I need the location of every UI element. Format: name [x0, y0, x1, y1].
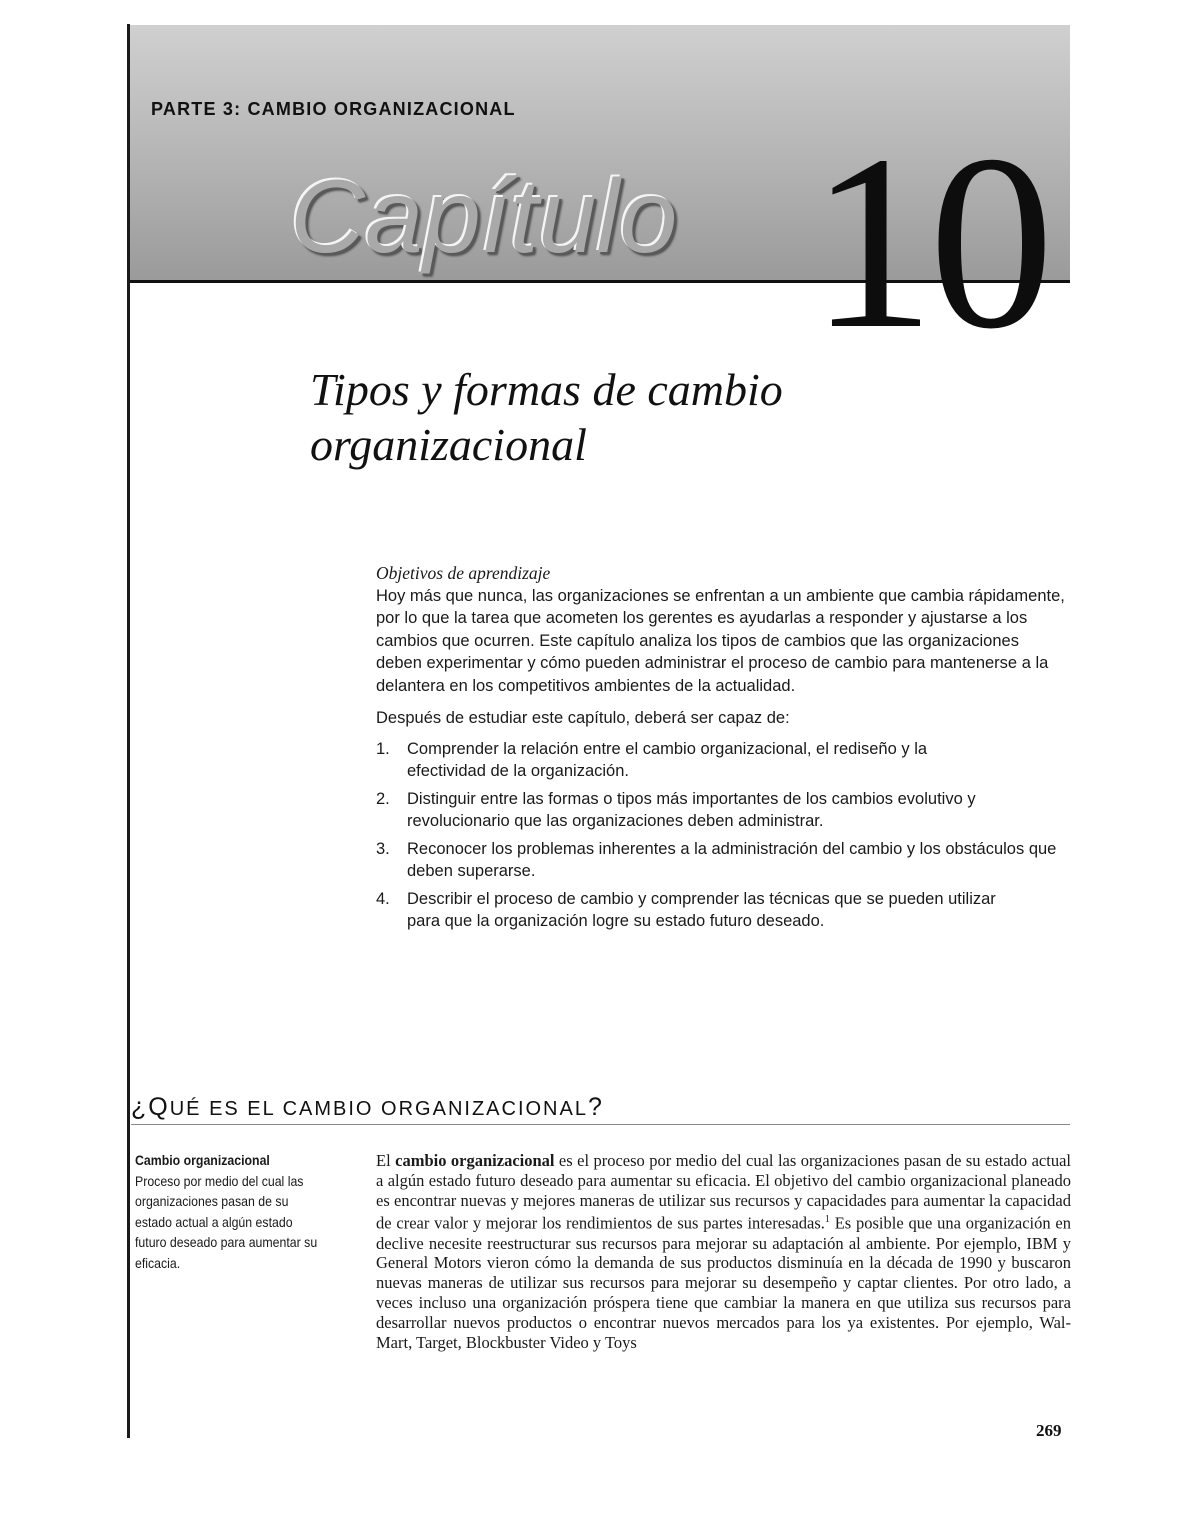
section-close-mark: ?	[587, 1093, 604, 1121]
section-heading-text: UÉ ES EL CAMBIO ORGANIZACIONAL	[169, 1098, 588, 1120]
learning-objectives	[376, 562, 1076, 938]
objective-text: Reconocer los problemas inherentes a la administración del cambio y los obstáculos que deben superarse.	[407, 839, 1057, 880]
section-open-mark: ¿	[131, 1093, 149, 1121]
objective-number: 3.	[376, 839, 390, 858]
objective-number: 2.	[376, 789, 390, 808]
chapter-title: Tipos y formas de cambio organizacional	[310, 364, 783, 470]
section-rule	[131, 1124, 1070, 1125]
body-key-term: cambio organizacional	[395, 1151, 555, 1170]
body-text-end: Es posible que una organización en declive necesite reestructurar sus recursos para mejorar su adaptación al ambiente. Por ejemplo, IBM y General Motors vieron cómo la demanda de sus productos disminuía en la década de 1990 y buscaron nuevas maneras de utilizar sus recursos para mejorar su desempeño y captar clientes. Por otro lado, a veces incluso una organización próspera tiene que cambiar la manera en que utiliza sus recursos para desarrollar nuevos productos o encontrar nuevos mercados para los ya existentes. Por ejemplo, Wal-Mart, Target, Blockbuster Video y Toys	[376, 1213, 1071, 1352]
objective-item	[376, 838, 1076, 883]
margin-term: Cambio organizacional	[135, 1152, 270, 1168]
objective-text: Distinguir entre las formas o tipos más importantes de los cambios evolutivo y revolucionario que las organizaciones deben administrar.	[407, 789, 976, 830]
objectives-list	[376, 738, 1076, 933]
section-heading	[131, 1093, 604, 1122]
page-number: 269	[1036, 1421, 1062, 1440]
objectives-intro: Hoy más que nunca, las organizaciones se enfrentan a un ambiente que cambia rápidamente, por lo que la tarea que acometen los gerentes es ayudarlas a responder y ajustarse a los cambios que ocurren. Este capítulo analiza los tipos de cambios que las organizaciones deben experimentar y cómo pueden administrar el proceso de cambio para mantenerse a la delantera en los competitivos ambientes de la actualidad.	[376, 586, 1065, 695]
objectives-heading: Objetivos de aprendizaje	[376, 563, 551, 583]
footnote-marker: 1	[824, 1214, 830, 1226]
margin-definition-text: Proceso por medio del cual las organizaciones pasan de su estado actual a algún estado futuro deseado para aumentar su eficacia.	[135, 1172, 318, 1271]
objective-text: Describir el proceso de cambio y comprender las técnicas que se pueden utilizar para que la organización logre su estado futuro deseado.	[407, 889, 996, 930]
objective-number: 4.	[376, 889, 390, 908]
objective-text: Comprender la relación entre el cambio organizacional, el rediseño y la efectividad de la organización.	[407, 739, 928, 780]
body-paragraph	[376, 1151, 1071, 1352]
body-text-start: El	[376, 1151, 396, 1170]
objective-item	[376, 888, 1076, 933]
objective-item	[376, 788, 1076, 833]
objectives-lead-in: Después de estudiar este capítulo, deberá ser capaz de:	[376, 709, 790, 727]
margin-definition	[135, 1150, 324, 1273]
objective-item	[376, 738, 1076, 783]
chapter-word: Capítulo	[290, 159, 678, 275]
objective-number: 1.	[376, 739, 390, 758]
section-first-letter: Q	[148, 1093, 170, 1121]
part-label: PARTE 3: CAMBIO ORGANIZACIONAL	[151, 99, 516, 119]
body-text-middle: es el proceso por medio del cual las organizaciones pasan de su estado actual a algún estado futuro deseado para aumentar su eficacia. El objetivo del cambio organizacional planeado es encontrar nuevas y mejores maneras de utilizar sus recursos y capacidades para aumentar la capacidad de crear valor y mejorar los rendimientos de sus partes interesadas.	[376, 1151, 1071, 1233]
chapter-number: 10	[810, 104, 1048, 381]
